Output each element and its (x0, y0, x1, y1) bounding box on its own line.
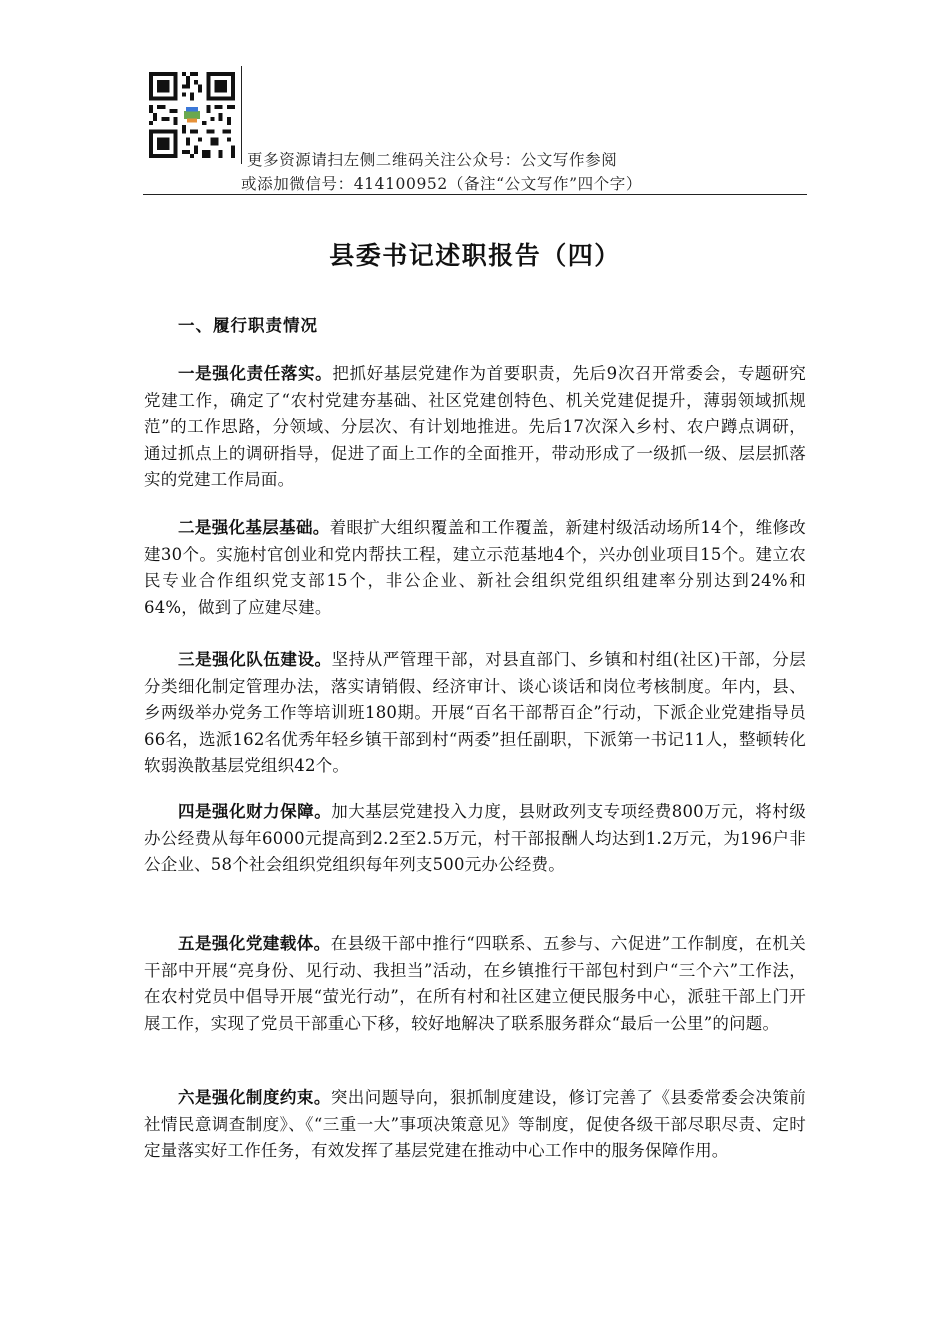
paragraph-lead: 四是强化财力保障。 (178, 802, 332, 821)
paragraph-text: 坚持从严管理干部，对县直部门、乡镇和村组(社区)干部，分层分类细化制定管理办法，落实请销假、经济审计、谈心谈话和岗位考核制度。年内，县、乡两级举办党务工作等培训班180期。开展“百名干部帮百企”行动，下派企业党建指导员66名，选派162名优秀年轻乡镇干部到村“两委”担任副职，下派第一书记11人，整顿转化软弱涣散基层党组织42个。 (144, 650, 806, 775)
header-rule (143, 194, 807, 195)
paragraph-text: 突出问题导向，狠抓制度建设，修订完善了《县委常委会决策前社情民意调查制度》、《“三重一大”事项决策意见》等制度，促使各级干部尽职尽责、定时定量落实好工作任务，有效发挥了基层党建在推动中心工作中的服务保障作用。 (144, 1088, 806, 1160)
paragraph-lead: 六是强化制度约束。 (178, 1088, 331, 1107)
paragraph-text: 在县级干部中推行“四联系、五参与、六促进”工作制度，在机关干部中开展“亮身份、见行动、我担当”活动，在乡镇推行干部包村到户“三个六”工作法，在农村党员中倡导开展“萤光行动”，在所有村和社区建立便民服务中心，派驻干部上门开展工作，实现了党员干部重心下移，较好地解决了联系服务群众“最后一公里”的问题。 (144, 934, 806, 1033)
paragraph-text: 加大基层党建投入力度，县财政列支专项经费800万元，将村级办公经费从每年6000元提高到2.2至2.5万元，村干部报酬人均达到1.2万元，为196户非公企业、58个社会组织党组织每年列支500元办公经费。 (144, 802, 806, 874)
paragraph-lead: 三是强化队伍建设。 (178, 650, 332, 669)
paragraph-lead: 二是强化基层基础。 (178, 518, 330, 537)
paragraph-text: 把抓好基层党建作为首要职责，先后9次召开常委会，专题研究党建工作，确定了“农村党建夯基础、社区党建创特色、机关党建促提升，薄弱领域抓规范”的工作思路，分领域、分层次、有计划地推进。先后17次深入乡村、农户蹲点调研，通过抓点上的调研指导，促进了面上工作的全面推开，带动形成了一级抓一级、层层抓落实的党建工作局面。 (144, 364, 806, 489)
paragraph-2 (144, 515, 806, 621)
paragraph-4 (144, 799, 806, 879)
header-divider-vertical (241, 66, 242, 164)
paragraph-1 (144, 361, 806, 494)
paragraph-5 (144, 931, 806, 1037)
paragraph-3 (144, 647, 806, 780)
paragraph-lead: 一是强化责任落实。 (178, 364, 333, 383)
page-header (143, 66, 807, 196)
paragraph-lead: 五是强化党建载体。 (178, 934, 331, 953)
header-resource-note: 更多资源请扫左侧二维码关注公众号：公文写作参阅 (247, 151, 618, 169)
header-wechat-note: 或添加微信号：414100952（备注“公文写作”四个字） (241, 175, 643, 193)
document-title: 县委书记述职报告（四） (329, 241, 621, 270)
paragraph-6 (144, 1085, 806, 1165)
qr-code-icon (149, 72, 235, 158)
paragraph-text: 着眼扩大组织覆盖和工作覆盖，新建村级活动场所14个，维修改建30个。实施村官创业和党内帮扶工程，建立示范基地4个，兴办创业项目15个。建立农民专业合作组织党支部15个，非公企业、新社会组织党组织组建率分别达到24%和64%，做到了应建尽建。 (144, 518, 806, 617)
section-heading: 一、履行职责情况 (178, 316, 318, 335)
